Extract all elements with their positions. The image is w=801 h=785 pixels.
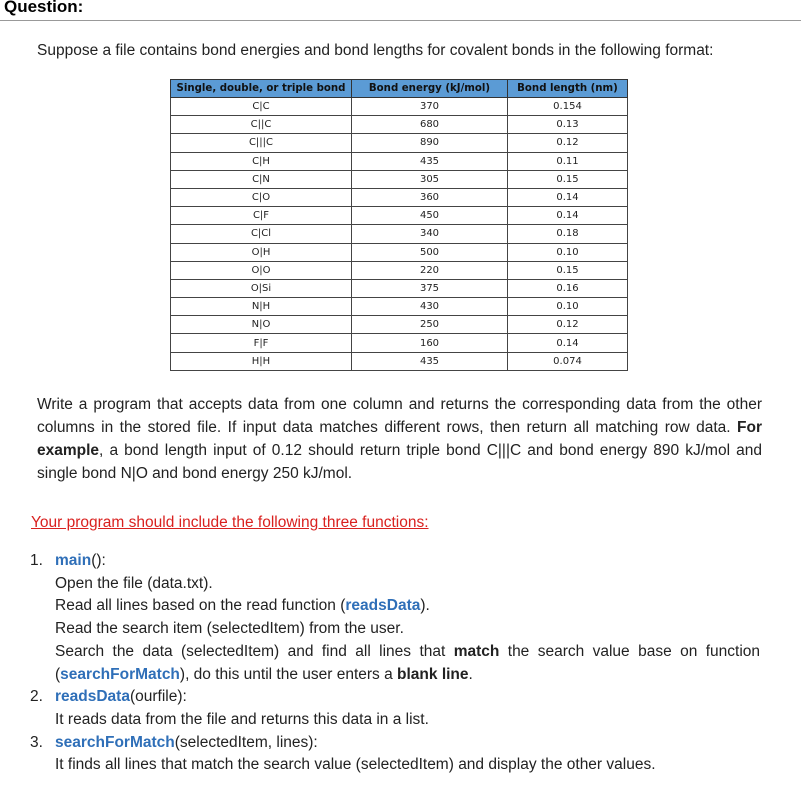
function-name-main: main: [55, 552, 92, 569]
cell-bond-length: 0.154: [508, 98, 628, 116]
cell-bond-length: 0.18: [508, 225, 628, 243]
cell-bond-energy: 220: [352, 261, 508, 279]
table-row: [171, 207, 628, 225]
function-name-searchformatch: searchForMatch: [55, 733, 175, 751]
function-signature: ():: [91, 552, 106, 569]
step-text: the search value base on function (: [55, 642, 761, 683]
function-signature: (selectedItem, lines):: [174, 733, 318, 751]
table-row: [171, 98, 628, 116]
step-line: Open the file (data.txt).: [55, 574, 213, 592]
table-row: [171, 298, 628, 316]
cell-bond-type: C|C: [171, 98, 352, 116]
cell-bond-energy: 375: [352, 279, 508, 297]
step-line: [30, 641, 760, 686]
function-name-readsdata: readsData: [55, 688, 130, 706]
function-ref-readsdata: readsData: [345, 597, 421, 615]
cell-bond-length: 0.15: [508, 170, 628, 188]
cell-bond-energy: 450: [352, 207, 508, 225]
bold-text: match: [453, 642, 500, 660]
cell-bond-energy: 360: [352, 188, 508, 206]
list-item-main: [30, 550, 760, 686]
cell-bond-length: 0.074: [508, 352, 628, 370]
cell-bond-type: C||C: [171, 116, 352, 134]
table-header-row: [171, 80, 628, 98]
cell-bond-type: N|H: [171, 298, 352, 316]
header-bond-length: Bond length (nm): [508, 80, 628, 98]
step-line: It reads data from the file and returns this data in a list.: [55, 710, 429, 728]
table-body: [171, 98, 628, 371]
cell-bond-energy: 160: [352, 334, 508, 352]
table-row: [171, 152, 628, 170]
cell-bond-type: C|O: [171, 188, 352, 206]
cell-bond-energy: 340: [352, 225, 508, 243]
table-row: [171, 134, 628, 152]
list-item-searchformatch: [30, 732, 760, 777]
cell-bond-type: O|Si: [171, 279, 352, 297]
table-row: [171, 316, 628, 334]
table-row: [171, 279, 628, 297]
list-number: 2.: [30, 688, 43, 706]
step-line: It finds all lines that match the search value (selectedItem) and display the other values.: [55, 756, 656, 774]
step-text: .: [468, 665, 473, 683]
table-row: [171, 116, 628, 134]
cell-bond-type: C|F: [171, 207, 352, 225]
cell-bond-type: O|O: [171, 261, 352, 279]
cell-bond-energy: 500: [352, 243, 508, 261]
cell-bond-type: F|F: [171, 334, 352, 352]
cell-bond-length: 0.11: [508, 152, 628, 170]
table-row: [171, 188, 628, 206]
step-line: [30, 595, 760, 618]
function-ref-searchformatch: searchForMatch: [60, 665, 180, 683]
cell-bond-length: 0.12: [508, 316, 628, 334]
list-item-readsdata: [30, 686, 760, 731]
cell-bond-energy: 435: [352, 152, 508, 170]
step-text: Read all lines based on the read function (: [55, 597, 346, 615]
cell-bond-length: 0.13: [508, 116, 628, 134]
step-text: Search the data (selectedItem) and find all lines that: [55, 642, 454, 660]
table-row: [171, 261, 628, 279]
cell-bond-length: 0.14: [508, 334, 628, 352]
cell-bond-length: 0.14: [508, 207, 628, 225]
function-signature: (ourfile):: [129, 688, 187, 706]
table-row: [171, 170, 628, 188]
step-text: ).: [420, 597, 430, 615]
function-list: [30, 550, 760, 777]
cell-bond-type: C|Cl: [171, 225, 352, 243]
step-text: ), do this until the user enters a: [179, 665, 398, 683]
cell-bond-type: C|||C: [171, 134, 352, 152]
cell-bond-length: 0.14: [508, 188, 628, 206]
list-number: 3.: [30, 733, 43, 751]
table-row: [171, 225, 628, 243]
cell-bond-type: O|H: [171, 243, 352, 261]
intro-text: Suppose a file contains bond energies and bond lengths for covalent bonds in the following format:: [37, 42, 714, 59]
bold-text: blank line: [397, 665, 469, 683]
paragraph-text-2: , a bond length input of 0.12 should return triple bond C|||C and bond energy 890 kJ/mol and single bond N|O and bond energy 250 kJ/mol.: [37, 442, 762, 482]
cell-bond-length: 0.16: [508, 279, 628, 297]
cell-bond-type: C|H: [171, 152, 352, 170]
cell-bond-length: 0.15: [508, 261, 628, 279]
cell-bond-energy: 250: [352, 316, 508, 334]
step-line: Read the search item (selectedItem) from the user.: [55, 620, 404, 638]
problem-paragraph: [37, 393, 762, 485]
cell-bond-energy: 305: [352, 170, 508, 188]
list-number: 1.: [30, 552, 43, 569]
cell-bond-length: 0.10: [508, 243, 628, 261]
example-label: For example: [37, 419, 762, 459]
question-label: Question:: [4, 0, 84, 16]
cell-bond-length: 0.12: [508, 134, 628, 152]
cell-bond-type: N|O: [171, 316, 352, 334]
divider: [0, 20, 801, 21]
cell-bond-energy: 370: [352, 98, 508, 116]
table-row: [171, 352, 628, 370]
paragraph-text-1: Write a program that accepts data from one column and returns the corresponding data from the other columns in the stored file. If input data matches different rows, then return all matching row data.: [37, 396, 762, 436]
cell-bond-energy: 680: [352, 116, 508, 134]
cell-bond-energy: 435: [352, 352, 508, 370]
table-row: [171, 243, 628, 261]
header-bond-type: Single, double, or triple bond: [171, 80, 352, 98]
cell-bond-energy: 890: [352, 134, 508, 152]
header-bond-energy: Bond energy (kJ/mol): [352, 80, 508, 98]
cell-bond-length: 0.10: [508, 298, 628, 316]
functions-heading: Your program should include the following three functions:: [31, 514, 429, 531]
cell-bond-type: H|H: [171, 352, 352, 370]
cell-bond-energy: 430: [352, 298, 508, 316]
cell-bond-type: C|N: [171, 170, 352, 188]
bond-table: [170, 79, 628, 371]
table-row: [171, 334, 628, 352]
